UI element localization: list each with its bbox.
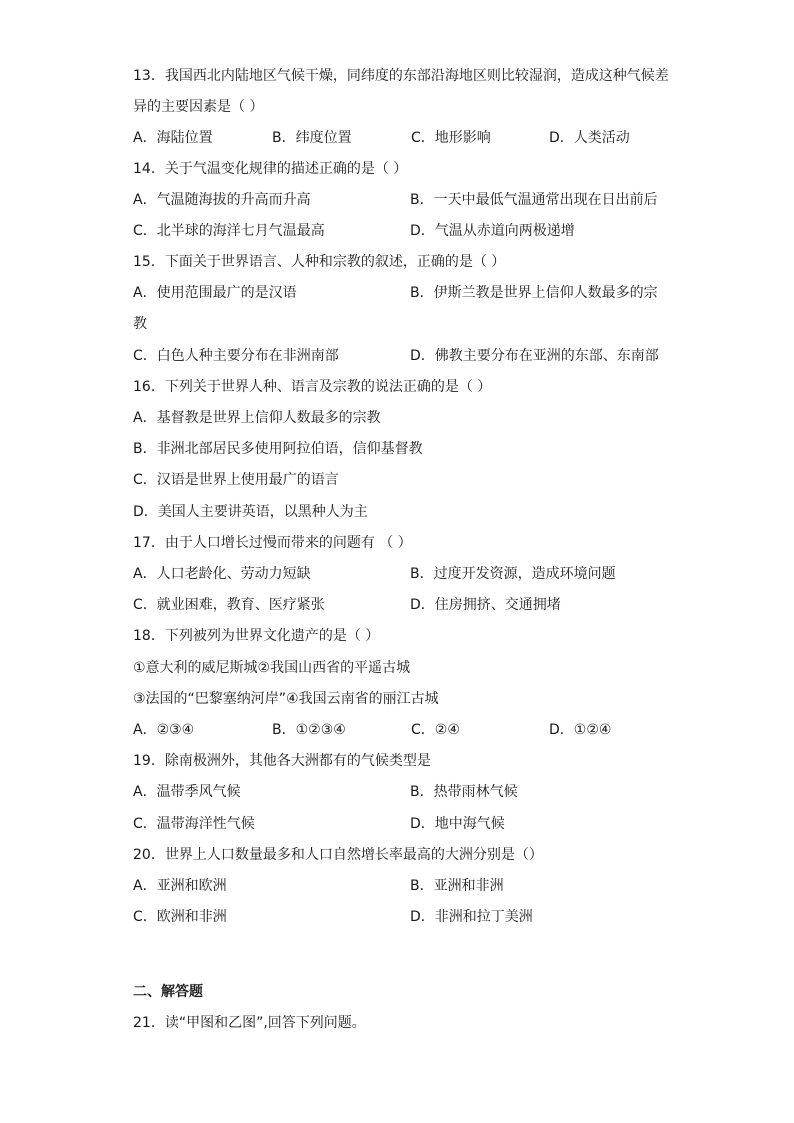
- q14-option-a: A．气温随海拔的升高而升高: [133, 192, 311, 208]
- q14-options-row2: [133, 221, 673, 241]
- q17-options-row1: [133, 564, 673, 584]
- q13-stem-line1: 13．我国西北内陆地区气候干燥，同纬度的东部沿海地区则比较湿润，造成这种气候差: [133, 68, 669, 84]
- q17-option-d: D．住房拥挤、交通拥堵: [410, 597, 561, 613]
- q13-stem-line2: 异的主要因素是（ ）: [133, 99, 264, 115]
- q20-option-a: A．亚洲和欧洲: [133, 878, 227, 894]
- q17-option-b: B．过度开发资源，造成环境问题: [410, 566, 616, 582]
- q20-option-b: B．亚洲和非洲: [410, 878, 504, 894]
- q19-stem: 19．除南极洲外，其他各大洲都有的气候类型是: [133, 753, 431, 769]
- q16-option-a: A．基督教是世界上信仰人数最多的宗教: [133, 410, 381, 426]
- q13-option-a: A．海陆位置: [133, 130, 213, 146]
- q18-option-b: B．①②③④: [272, 722, 346, 738]
- q20-stem: 20．世界上人口数量最多和人口自然增长率最高的大洲分别是（）: [133, 847, 543, 863]
- q15-option-b-wrap: 教: [133, 316, 147, 332]
- q19-option-d: D．地中海气候: [410, 816, 505, 832]
- q21-stem: 21．读“甲图和乙图”,回答下列问题。: [133, 1015, 366, 1031]
- q13-option-b: B．纬度位置: [272, 130, 352, 146]
- q19-options-row2: [133, 814, 673, 834]
- q17-options-row2: [133, 595, 673, 615]
- q18-stem: 18．下列被列为世界文化遗产的是（ ）: [133, 628, 380, 644]
- section2-heading: 二、解答题: [133, 984, 203, 1000]
- q16-option-b: B．非洲北部居民多使用阿拉伯语，信仰基督教: [133, 441, 423, 457]
- q15-option-b: B．伊斯兰教是世界上信仰人数最多的宗: [410, 285, 658, 301]
- q18-items-line1: ①意大利的威尼斯城②我国山西省的平遥古城: [133, 660, 411, 676]
- q13-options: [133, 128, 673, 148]
- q14-option-d: D．气温从赤道向两极递增: [410, 223, 575, 239]
- q18-options: [133, 720, 673, 740]
- q15-option-c: C．白色人种主要分布在非洲南部: [133, 348, 339, 364]
- q20-options-row2: [133, 907, 673, 927]
- q13-option-d: D．人类活动: [549, 130, 630, 146]
- q19-options-row1: [133, 782, 673, 802]
- q15-stem: 15．下面关于世界语言、人种和宗教的叙述，正确的是（ ）: [133, 254, 506, 270]
- q20-option-d: D．非洲和拉丁美洲: [410, 909, 533, 925]
- q16-option-d: D．美国人主要讲英语，以黑种人为主: [133, 504, 368, 520]
- q15-options-row1: [133, 283, 673, 303]
- q14-options-row1: [133, 190, 673, 210]
- q17-option-c: C．就业困难，教育、医疗紧张: [133, 597, 325, 613]
- q18-option-a: A．②③④: [133, 722, 195, 738]
- q19-option-b: B．热带雨林气候: [410, 784, 518, 800]
- q15-option-d: D．佛教主要分布在亚洲的东部、东南部: [410, 348, 659, 364]
- q19-option-a: A．温带季风气候: [133, 784, 241, 800]
- q13-option-c: C．地形影响: [411, 130, 491, 146]
- q17-stem: 17．由于人口增长过慢而带来的问题有 （ ）: [133, 535, 412, 551]
- q18-items-line2: ③法国的“巴黎塞纳河岸”④我国云南省的丽江古城: [133, 691, 439, 707]
- q17-option-a: A．人口老龄化、劳动力短缺: [133, 566, 311, 582]
- q14-option-c: C．北半球的海洋七月气温最高: [133, 223, 325, 239]
- q18-option-c: C．②④: [411, 722, 460, 738]
- q20-option-c: C．欧洲和非洲: [133, 909, 227, 925]
- q16-option-c: C．汉语是世界上使用最广的语言: [133, 472, 339, 488]
- q18-option-d: D．①②④: [549, 722, 612, 738]
- q14-option-b: B．一天中最低气温通常出现在日出前后: [410, 192, 658, 208]
- q15-options-row2: [133, 346, 673, 366]
- q16-stem: 16．下列关于世界人种、语言及宗教的说法正确的是（ ）: [133, 379, 492, 395]
- q15-option-a: A．使用范围最广的是汉语: [133, 285, 297, 301]
- q19-option-c: C．温带海洋性气候: [133, 816, 255, 832]
- q14-stem: 14．关于气温变化规律的描述正确的是（ ）: [133, 161, 408, 177]
- q20-options-row1: [133, 876, 673, 896]
